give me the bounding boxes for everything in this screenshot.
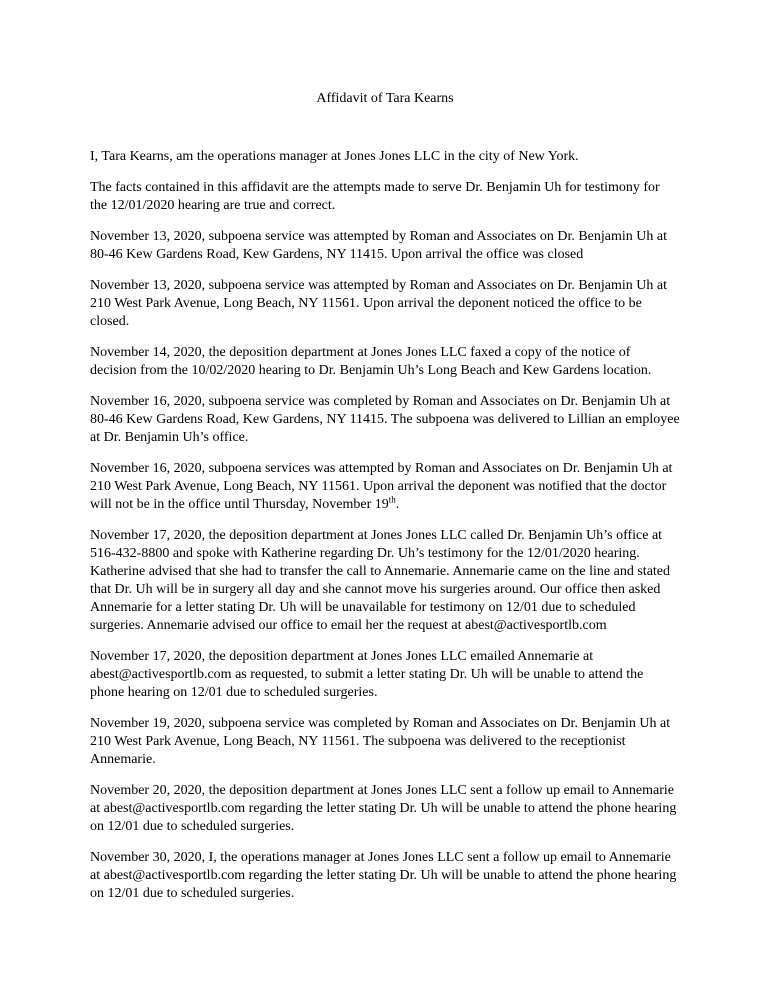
paragraph-nov16-completed: November 16, 2020, subpoena service was completed by Roman and Associates on Dr. Benjamin Uh at 80-46 Kew Gardens Road, Kew Gardens, NY 11415. The subpoena was delivered to Lillian an employee at Dr. Benjamin Uh’s office. (90, 394, 680, 445)
paragraph-facts-statement: The facts contained in this affidavit are the attempts made to serve Dr. Benjamin Uh for testimony for the 12/01/2020 hearing are true and correct. (90, 180, 660, 213)
paragraph-nov16-attempted (90, 460, 680, 514)
paragraph-nov19-completed: November 19, 2020, subpoena service was completed by Roman and Associates on Dr. Benjamin Uh at 210 West Park Avenue, Long Beach, NY 11561. The subpoena was delivered to the receptionist Annemarie. (90, 716, 671, 767)
paragraph-text: November 16, 2020, subpoena services was attempted by Roman and Associates on Dr. Benjamin Uh at 210 West Park Avenue, Long Beach, NY 11561. Upon arrival the deponent was notified that the doctor will not be in the office until Thursday, November 19 (90, 461, 673, 512)
ordinal-superscript: th (388, 494, 396, 505)
paragraph-nov17-call: November 17, 2020, the deposition department at Jones Jones LLC called Dr. Benjamin Uh’s office at 516-432-8800 and spoke with Katherine regarding Dr. Uh’s testimony for the 12/01/2020 hearing. Katherine advised that she had to transfer the call to Annemarie. Annemarie came on the line and stated that Dr. Uh will be in surgery all day and she cannot move his surgeries around. Our office then asked Annemarie for a letter stating Dr. Uh will be unavailable for testimony on 12/01 due to scheduled surgeries. Annemarie advised our office to email her the request at abest@activesportlb.com (90, 528, 671, 633)
paragraph-nov13-kew-gardens: November 13, 2020, subpoena service was attempted by Roman and Associates on Dr. Benjamin Uh at 80-46 Kew Gardens Road, Kew Gardens, NY 11415. Upon arrival the office was closed (90, 229, 667, 262)
paragraph-nov13-long-beach: November 13, 2020, subpoena service was attempted by Roman and Associates on Dr. Benjamin Uh at 210 West Park Avenue, Long Beach, NY 11561. Upon arrival the deponent noticed the office to be closed. (90, 278, 667, 329)
paragraph-nov30-followup: November 30, 2020, I, the operations manager at Jones Jones LLC sent a follow up email to Annemarie at abest@activesportlb.com regarding the letter stating Dr. Uh will be unable to attend the phone hearing on 12/01 due to scheduled surgeries. (90, 850, 677, 901)
paragraph-nov14-fax: November 14, 2020, the deposition department at Jones Jones LLC faxed a copy of the notice of decision from the 10/02/2020 hearing to Dr. Benjamin Uh’s Long Beach and Kew Gardens location. (90, 345, 652, 378)
paragraph-intro: I, Tara Kearns, am the operations manager at Jones Jones LLC in the city of New York. (90, 149, 579, 164)
paragraph-nov17-email: November 17, 2020, the deposition department at Jones Jones LLC emailed Annemarie at abest@activesportlb.com as requested, to submit a letter stating Dr. Uh will be unable to attend the phone hearing on 12/01 due to scheduled surgeries. (90, 649, 644, 700)
paragraph-tail: . (395, 497, 400, 512)
paragraph-nov20-followup: November 20, 2020, the deposition department at Jones Jones LLC sent a follow up email to Annemarie at abest@activesportlb.com regarding the letter stating Dr. Uh will be unable to attend the phone hearing on 12/01 due to scheduled surgeries. (90, 783, 677, 834)
document-title: Affidavit of Tara Kearns (316, 91, 454, 106)
